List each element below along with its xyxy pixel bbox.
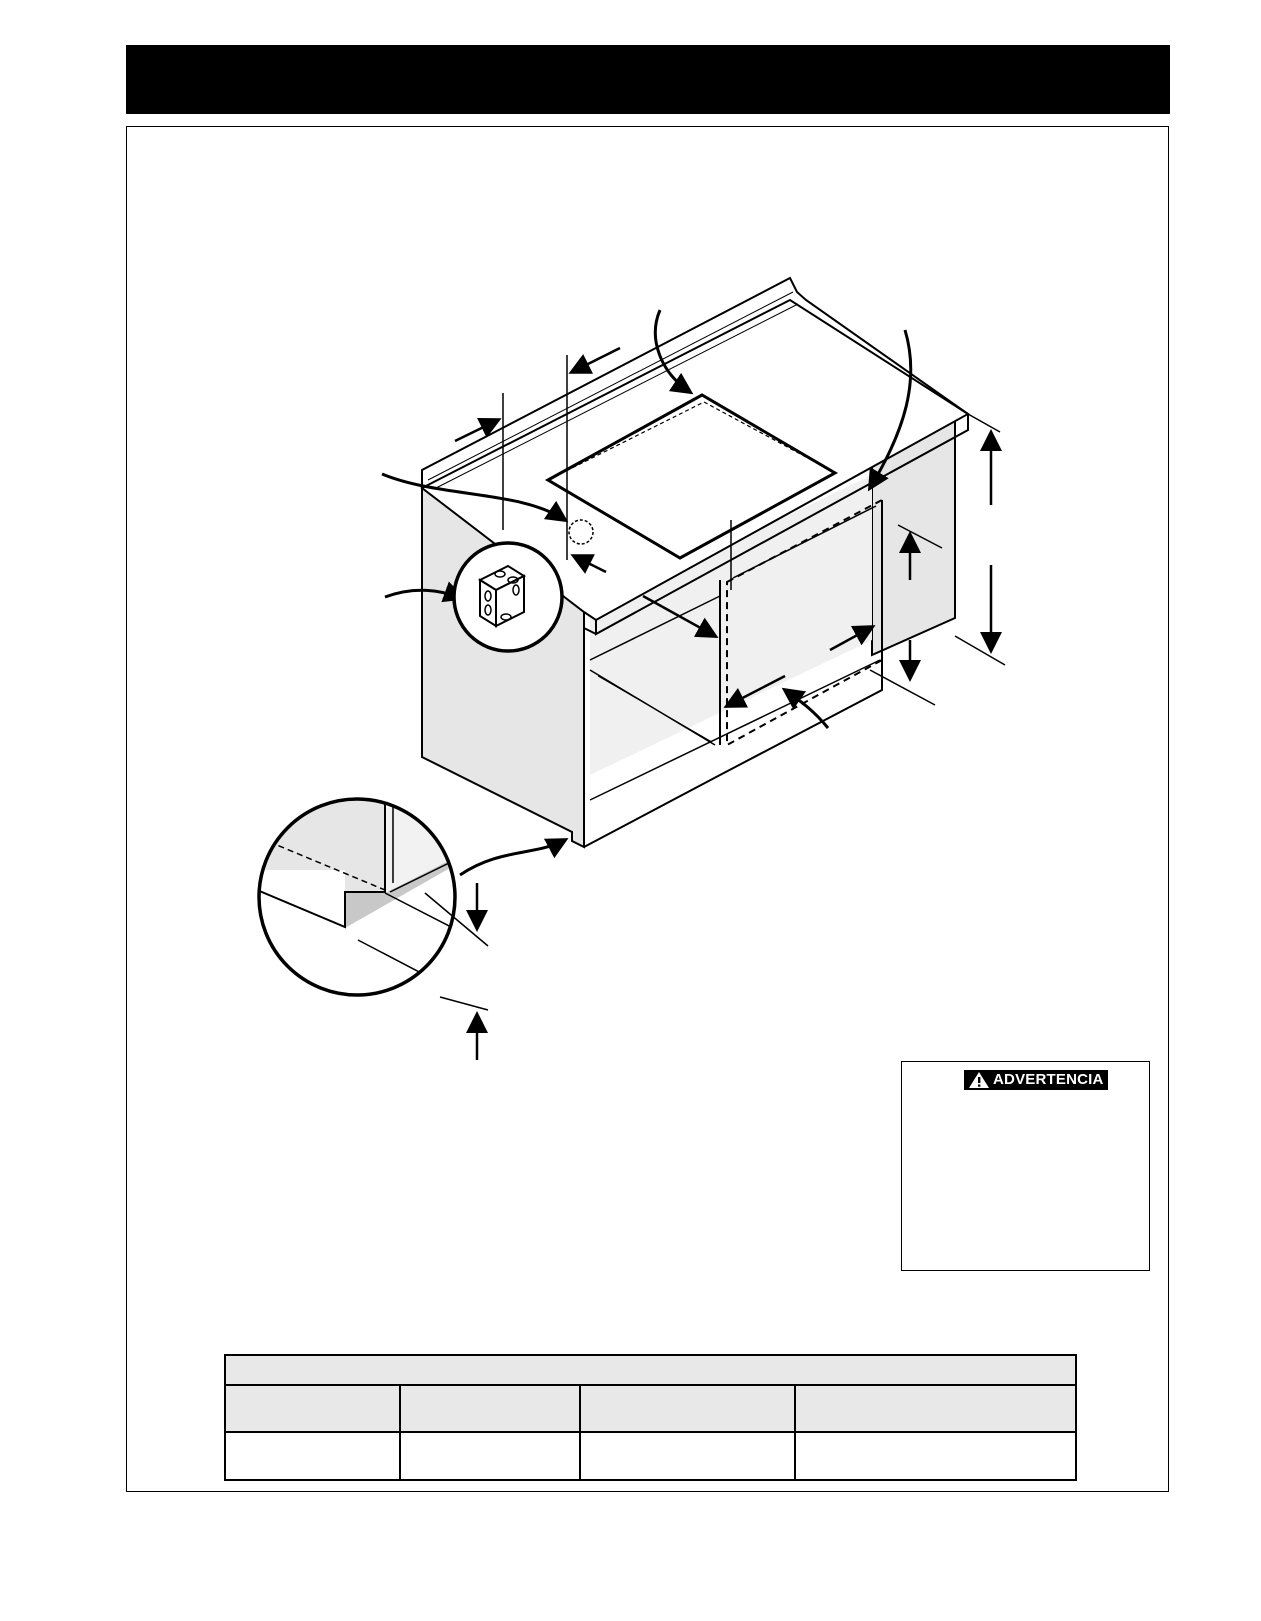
warning-label-text: ADVERTENCIA (993, 1071, 1104, 1088)
warning-box (901, 1061, 1150, 1271)
spec-table-cell (795, 1432, 1076, 1480)
spec-table-header-cell (225, 1385, 400, 1431)
spec-table-title-row (225, 1355, 1076, 1385)
spec-table-header-row (225, 1385, 1076, 1431)
page-header-bar (126, 45, 1170, 114)
content-frame (126, 126, 1169, 1492)
spec-table-row (225, 1432, 1076, 1480)
spec-table (224, 1354, 1077, 1481)
spec-table-header-cell (580, 1385, 795, 1431)
spec-table-header-cell (795, 1385, 1076, 1431)
spec-table-title (225, 1355, 1076, 1385)
spec-table-cell (580, 1432, 795, 1480)
warning-label (964, 1070, 1108, 1090)
spec-table-cell (400, 1432, 580, 1480)
spec-table-cell (225, 1432, 400, 1480)
exclamation-triangle-icon (968, 1071, 990, 1089)
spec-table-header-cell (400, 1385, 580, 1431)
